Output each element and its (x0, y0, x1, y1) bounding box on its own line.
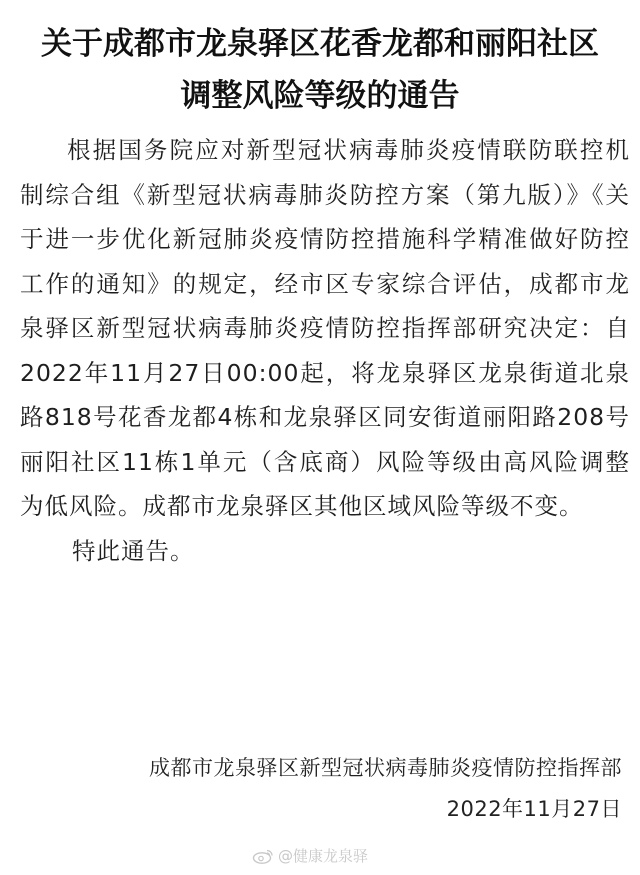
notice-body (20, 128, 630, 573)
title-line-2: 调整风险等级的通告 (180, 78, 460, 114)
weibo-icon (252, 848, 274, 864)
closing-text: 特此通告。 (72, 536, 195, 565)
watermark (252, 845, 368, 866)
body-paragraph: 根据国务院应对新型冠状病毒肺炎疫情联防联控机制综合组《新型冠状病毒肺炎防控方案（第九版）》《关于进一步优化新冠肺炎疫情防控措施科学精准做好防控工作的通知》的规定，经市区专家综合评估，成都市龙泉驿区新型冠状病毒肺炎疫情防控指挥部研究决定：自2022年11月27日00:00起，将龙泉驿区龙泉街道北泉路818号花香龙都4栋和龙泉驿区同安街道丽阳路208号丽阳社区11栋1单元（含底商）风险等级由高风险调整为低风险。成都市龙泉驿区其他区域风险等级不变。 (20, 136, 630, 520)
signature-date: 2022年11月27日 (446, 797, 622, 821)
notice-title (0, 18, 640, 122)
watermark-text: @健康龙泉驿 (278, 847, 369, 865)
signature-organization: 成都市龙泉驿区新型冠状病毒肺炎疫情防控指挥部 (149, 756, 622, 780)
title-line-1: 关于成都市龙泉驿区花香龙都和丽阳社区 (41, 26, 599, 62)
